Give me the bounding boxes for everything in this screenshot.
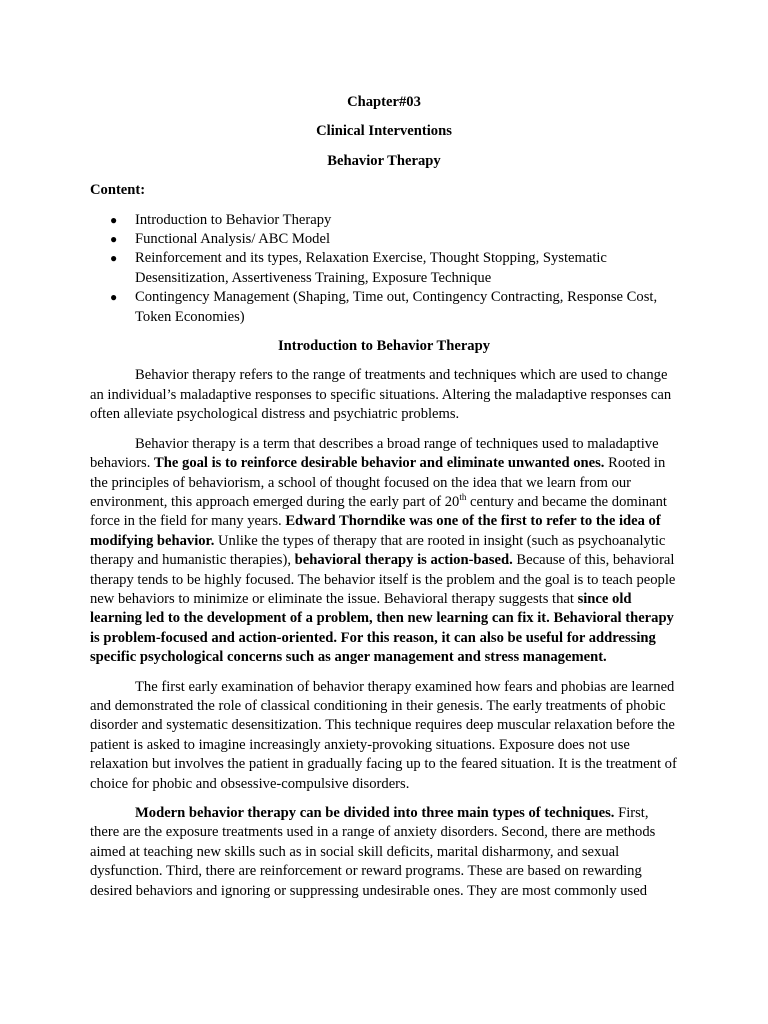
section-heading: Introduction to Behavior Therapy — [277, 338, 491, 355]
superscript: th — [459, 492, 467, 503]
list-item — [90, 230, 678, 249]
list-item — [90, 288, 678, 327]
document-body — [90, 93, 678, 911]
emphasis-text: Edward Thorndike was one of the first to refer to the idea of modifying behavior. — [90, 513, 661, 549]
paragraph-text: Behavior therapy is a term that describes a broad range of techniques used to maladaptive behaviors. — [90, 435, 659, 472]
list-item-text: Contingency Management (Shaping, Time out, Contingency Contracting, Response Cost, Token Economies) — [135, 289, 658, 325]
paragraph-text: First, there are the exposure treatments used in a range of anxiety disorders. Second, there are methods aimed at teaching new skills such as in social skill deficits, marital disharmony, and sexual dysfunction. Third, there are reinforcement or reward programs. These are based on rewarding desired behaviors and ignoring or suppressing undesirable ones. They are most commonly used — [90, 805, 656, 899]
emphasis-text: Modern behavior therapy can be divided into three main types of techniques. — [135, 805, 615, 821]
chapter-title: Clinical Interventions — [316, 123, 452, 140]
list-item-text: Introduction to Behavior Therapy — [135, 211, 332, 228]
content-label: Content: — [90, 182, 146, 199]
paragraph-text: Rooted in the principles of behaviorism, a school of thought focused on the idea that we learn from our environment, this approach emerged during the early part of 20 — [90, 455, 666, 510]
list-item — [90, 249, 678, 288]
list-item — [90, 211, 678, 230]
paragraph-text: Unlike the types of therapy that are rooted in insight (such as psychoanalytic therapy and humanistic therapies), — [90, 532, 666, 569]
paragraph-3: The first early examination of behavior therapy examined how fears and phobias are learned and demonstrated the role of classical conditioning in their genesis. The early treatments of phobic disorder and systematic desensitization. This technique requires deep muscular relaxation before the patient is asked to imagine increasingly anxiety-provoking situations. Exposure does not use relaxation but involves the patient in gradually facing up to the feared situation. It is the treatment of choice for phobic and obsessive-compulsive disorders. — [90, 678, 677, 792]
content-list — [90, 211, 678, 327]
emphasis-text: since old learning led to the development of a problem, then new learning can fix it. Behavioral therapy is problem-focused and action-oriented. For this reason, it can also be useful for addressing specific psychological concerns such as anger management and stress management. — [90, 590, 674, 666]
bullet-icon: ● — [110, 290, 118, 305]
emphasis-text: behavioral therapy is action-based. — [294, 552, 513, 569]
list-item-text: Reinforcement and its types, Relaxation Exercise, Thought Stopping, Systematic Desensitization, Assertiveness Training, Exposure Technique — [135, 250, 607, 286]
bullet-icon: ● — [110, 232, 118, 247]
paragraph-text: Because of this, behavioral therapy tends to be highly focused. The behavior itself is the problem and the goal is to teach people new behaviors to minimize or eliminate the issue. Behavioral therapy suggests that — [90, 552, 676, 607]
chapter-subtitle: Behavior Therapy — [327, 152, 441, 169]
paragraph-text: century and became the dominant force in the field for many years. — [90, 493, 667, 530]
paragraph-2 — [90, 435, 678, 668]
paragraph-4 — [90, 804, 678, 901]
emphasis-text: The goal is to reinforce desirable behavior and eliminate unwanted ones. — [154, 455, 605, 472]
chapter-number: Chapter#03 — [347, 94, 421, 110]
list-item-text: Functional Analysis/ ABC Model — [135, 231, 330, 248]
bullet-icon: ● — [110, 212, 118, 227]
bullet-icon: ● — [110, 251, 118, 266]
paragraph-1: Behavior therapy refers to the range of treatments and techniques which are used to change an individual’s maladaptive responses to specific situations. Altering the maladaptive responses can often alleviate psychological distress and psychiatric problems. — [90, 367, 672, 423]
